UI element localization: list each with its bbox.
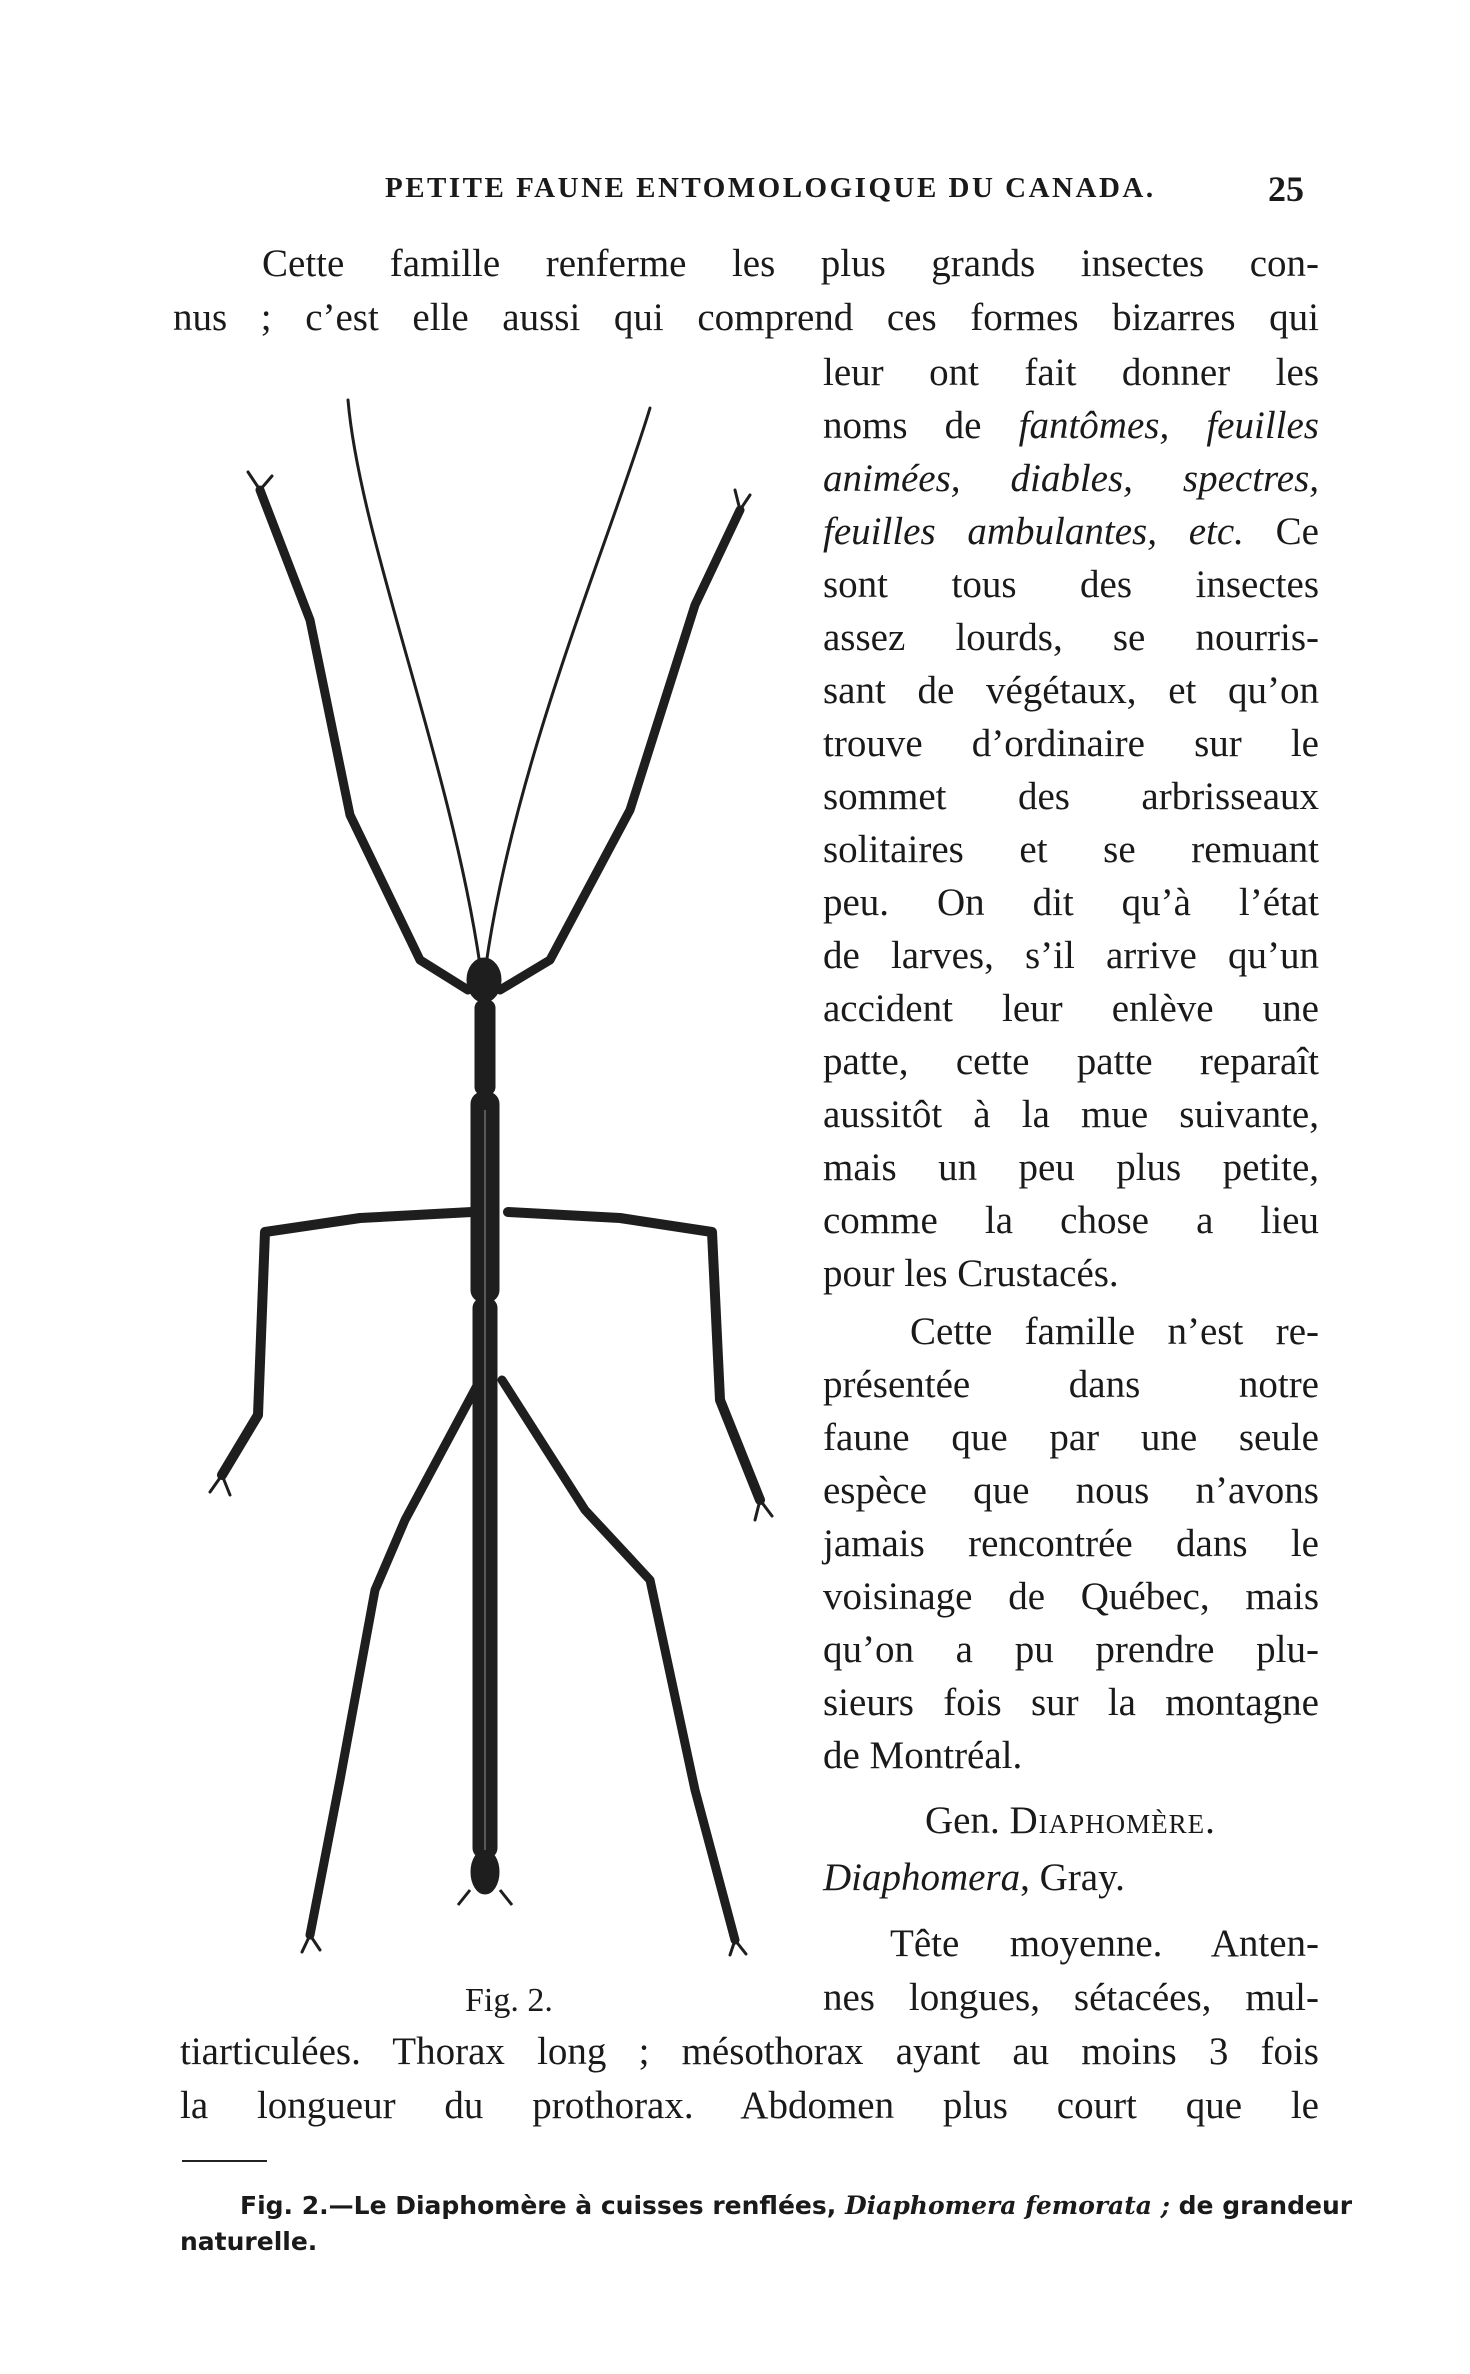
text-line-20: pour les Crustacés. — [823, 1252, 1119, 1295]
text-line-4: noms de fantômes, feuilles — [823, 404, 1319, 447]
text-line-16: patte, cette patte reparaît — [823, 1040, 1319, 1083]
text-line-5: animées, diables, spectres, — [823, 457, 1319, 500]
text-line-14: de larves, s’il arrive qu’un — [823, 934, 1319, 977]
figure-label: Fig. 2. — [465, 1982, 553, 2019]
text-line-29: de Montréal. — [823, 1734, 1023, 1777]
stick-insect-illustration — [190, 380, 790, 1960]
text-line-21: Cette famille n’est re- — [910, 1310, 1319, 1353]
page-number: 25 — [1268, 169, 1304, 209]
genus-author: Diaphomera, Gray. — [823, 1856, 1125, 1899]
running-title: PETITE FAUNE ENTOMOLOGIQUE DU CANADA. — [385, 172, 1156, 204]
text-line-12: solitaires et se remuant — [823, 828, 1319, 871]
text-line-9: sant de végétaux, et qu’on — [823, 669, 1319, 712]
text-line-13: peu. On dit qu’à l’état — [823, 881, 1319, 924]
text-line-1: Cette famille renferme les plus grands insectes con- — [262, 242, 1319, 285]
text-line-7: sont tous des insectes — [823, 563, 1319, 606]
page-header — [0, 168, 1470, 218]
text-line-3: leur ont fait donner les — [823, 351, 1319, 394]
text-line-25: jamais rencontrée dans le — [823, 1522, 1319, 1565]
text-line-15: accident leur enlève une — [823, 987, 1319, 1030]
text-line-24: espèce que nous n’avons — [823, 1469, 1319, 1512]
text-line-34: tiarticulées. Thorax long ; mésothorax ayant au moins 3 fois — [180, 2030, 1319, 2073]
text-line-6: feuilles ambulantes, etc. Ce — [823, 510, 1319, 553]
text-line-23: faune que par une seule — [823, 1416, 1319, 1459]
footnote-line-2: naturelle. — [180, 2227, 318, 2256]
text-line-32: Tête moyenne. Anten- — [890, 1922, 1319, 1965]
stick-insect-figure — [190, 380, 790, 1960]
text-line-26: voisinage de Québec, mais — [823, 1575, 1319, 1618]
text-line-8: assez lourds, se nourris- — [823, 616, 1319, 659]
genus-heading: Gen. Diaphomère. — [925, 1799, 1216, 1842]
text-line-22: présentée dans notre — [823, 1363, 1319, 1406]
text-line-28: sieurs fois sur la montagne — [823, 1681, 1319, 1724]
text-line-33: nes longues, sétacées, mul- — [823, 1976, 1319, 2019]
text-line-18: mais un peu plus petite, — [823, 1146, 1319, 1189]
text-line-2: nus ; c’est elle aussi qui comprend ces formes bizarres qui — [173, 296, 1319, 339]
text-line-11: sommet des arbrisseaux — [823, 775, 1319, 818]
footnote-line-1: Fig. 2.—Le Diaphomère à cuisses renflées, Diaphomera femorata ; de grandeur — [240, 2191, 1353, 2220]
text-line-17: aussitôt à la mue suivante, — [823, 1093, 1319, 1136]
text-line-27: qu’on a pu prendre plu- — [823, 1628, 1319, 1671]
text-line-19: comme la chose a lieu — [823, 1199, 1319, 1242]
text-line-10: trouve d’ordinaire sur le — [823, 722, 1319, 765]
footnote-rule — [182, 2160, 267, 2162]
text-line-35: la longueur du prothorax. Abdomen plus court que le — [180, 2084, 1319, 2127]
